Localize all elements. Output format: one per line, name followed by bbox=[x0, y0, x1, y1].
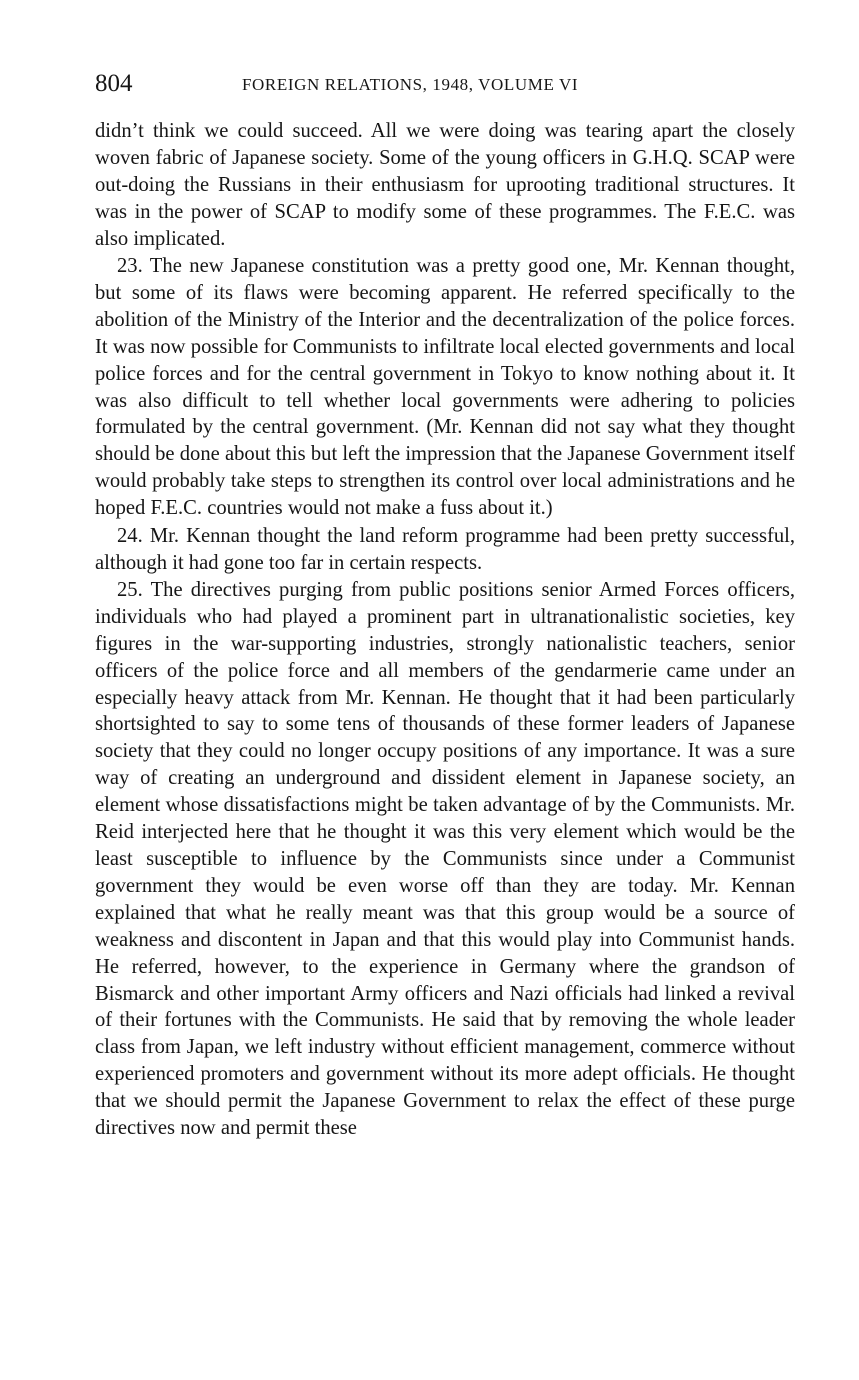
paragraph-23: 23. The new Japanese constitution was a pretty good one, Mr. Kennan thought, but some of its flaws were becoming apparent. He referred specifically to the abolition of the Ministry of the Interior and the decentralization of the police forces. It was now possible for Communists to infiltrate local elected governments and local police forces and for the central government in Tokyo to know nothing about it. It was also difficult to tell whether local governments were adhering to policies formulated by the central government. (Mr. Kennan did not say what they thought should be done about this but left the impression that the Japanese Government itself would probably take steps to strengthen its control over local administrations and he hoped F.E.C. countries would not make a fuss about it.) bbox=[95, 255, 795, 520]
page-number: 804 bbox=[95, 70, 133, 97]
page-header bbox=[95, 68, 795, 100]
paragraph-continuation: didn’t think we could succeed. All we were doing was tearing apart the closely woven fabric of Japanese society. Some of the young officers in G.H.Q. SCAP were out-doing the Russians in their enthusiasm for uprooting traditional structures. It was in the power of SCAP to modify some of these programmes. The F.E.C. was also implicated. bbox=[95, 120, 795, 250]
paragraph-25: 25. The directives purging from public positions senior Armed Forces officers, individuals who had played a prominent part in ultranationalistic societies, key figures in the war-supporting industries, strongly nationalistic teachers, senior officers of the police force and all members of the gendarmerie came under an especially heavy attack from Mr. Kennan. He thought that it had been particularly shortsighted to say to some tens of thousands of these former leaders of Japanese society that they could no longer occupy positions of any importance. It was a sure way of creating an underground and dissident element in Japanese society, an element whose dissatisfactions might be taken advantage of by the Communists. Mr. Reid interjected here that he thought it was this very element which would be the least susceptible to influence by the Communists since under a Communist government they would be even worse off than they are today. Mr. Kennan explained that what he really meant was that this group would be a source of weakness and discontent in Japan and that this would play into Communist hands. He referred, however, to the experience in Germany where the grandson of Bismarck and other important Army officers and Nazi officials had linked a revival of their fortunes with the Communists. He said that by removing the whole leader class from Japan, we left industry without efficient management, commerce without experienced promoters and government without its more adept officials. He thought that we should permit the Japanese Government to relax the effect of these purge directives now and permit these bbox=[95, 578, 795, 1140]
body-text bbox=[95, 118, 795, 1142]
running-head: FOREIGN RELATIONS, 1948, VOLUME VI bbox=[242, 75, 579, 94]
paragraph-24: 24. Mr. Kennan thought the land reform programme had been pretty successful, although it had gone too far in certain respects. bbox=[95, 524, 795, 574]
